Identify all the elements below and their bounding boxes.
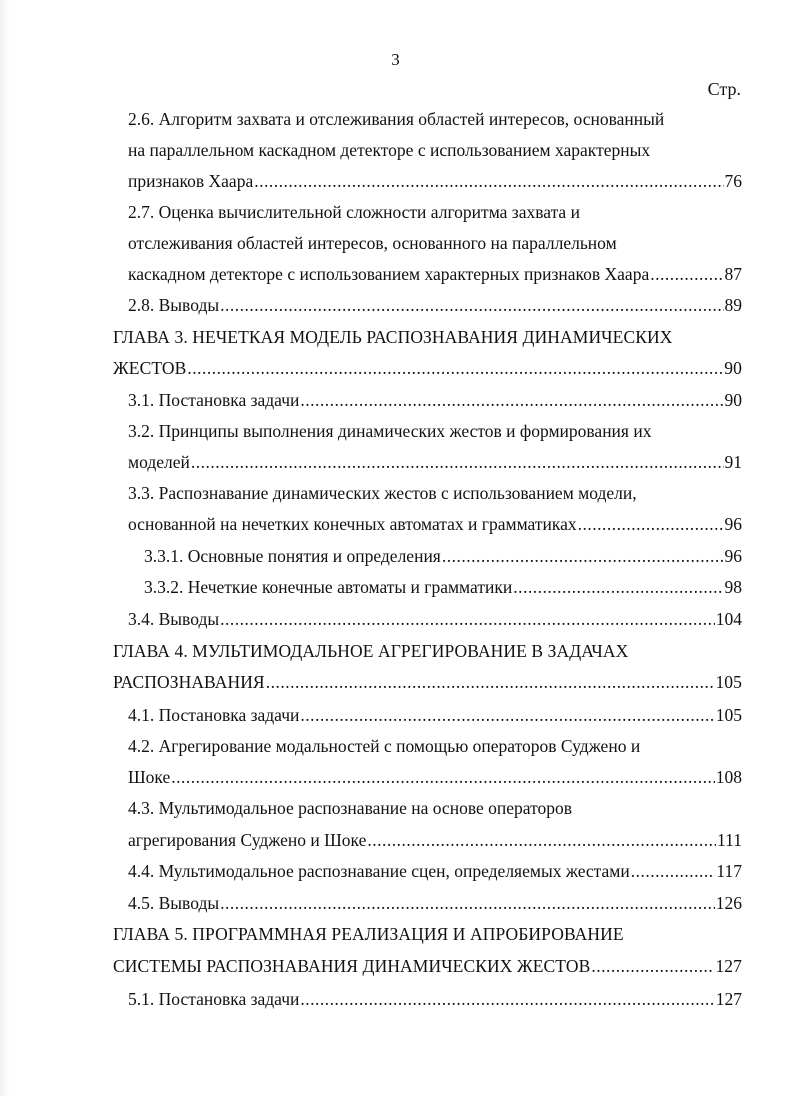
toc-page-number: 127 xyxy=(715,989,742,1009)
page-number: 3 xyxy=(391,50,400,69)
toc-line xyxy=(128,888,742,918)
scan-edge-shadow xyxy=(0,0,10,1096)
toc-entry-text: 4.2. Агрегирование модальностей с помощью операторов Суджено и xyxy=(128,736,641,756)
toc-page-number: 105 xyxy=(715,672,742,692)
toc-page-number: 127 xyxy=(715,956,742,976)
toc-entry-text: 2.7. Оценка вычислительной сложности алгоритма захвата и xyxy=(128,202,580,222)
toc-chapter-text: СИСТЕМЫ РАСПОЗНАВАНИЯ ДИНАМИЧЕСКИХ ЖЕСТОВ xyxy=(113,956,591,976)
toc-entry-text: Шоке xyxy=(128,767,171,787)
dot-leader xyxy=(442,541,724,571)
toc-entry-text: 3.2. Принципы выполнения динамических жестов и формирования их xyxy=(128,421,652,441)
toc-page-number: 105 xyxy=(715,705,742,725)
toc-line xyxy=(128,166,742,196)
toc-entry-text: отслеживания областей интересов, основанного на параллельном xyxy=(128,233,617,253)
toc-entry-text: 3.4. Выводы xyxy=(128,609,220,629)
toc-chapter-text: ЖЕСТОВ xyxy=(113,358,187,378)
toc-page-number: 91 xyxy=(724,452,742,472)
toc-page-number: 87 xyxy=(724,264,742,284)
toc-chapter-text: ГЛАВА 3. НЕЧЕТКАЯ МОДЕЛЬ РАСПОЗНАВАНИЯ ДИНАМИЧЕСКИХ xyxy=(113,327,673,347)
dot-leader xyxy=(300,984,714,1014)
toc-line xyxy=(128,700,742,730)
toc-entry-text: 3.3.2. Нечеткие конечные автоматы и грамматики xyxy=(144,577,513,597)
toc-chapter-text: РАСПОЗНАВАНИЯ xyxy=(113,672,265,692)
toc-entry-text: агрегирования Суджено и Шоке xyxy=(128,830,367,850)
toc-entry-text: 2.6. Алгоритм захвата и отслеживания областей интересов, основанный xyxy=(128,109,665,129)
toc-line xyxy=(128,731,640,761)
dot-leader xyxy=(220,888,715,918)
toc-line xyxy=(128,290,742,320)
dot-leader xyxy=(220,604,715,634)
toc-entry-text: 3.3.1. Основные понятия и определения xyxy=(144,546,441,566)
toc-line xyxy=(144,572,742,602)
dot-leader xyxy=(631,856,716,886)
dot-leader xyxy=(300,700,714,730)
toc-line xyxy=(128,984,742,1014)
toc-entry-text: 2.8. Выводы xyxy=(128,295,220,315)
toc-line xyxy=(128,135,650,165)
toc-line xyxy=(128,385,742,415)
toc-line xyxy=(128,447,742,477)
toc-page-number: 90 xyxy=(724,390,742,410)
dot-leader xyxy=(191,447,724,477)
dot-leader xyxy=(300,385,723,415)
toc-page-number: 76 xyxy=(724,171,742,191)
toc-line xyxy=(128,856,742,886)
toc-page-number: 104 xyxy=(715,609,742,629)
toc-line xyxy=(128,604,742,634)
toc-line xyxy=(144,541,742,571)
toc-page-number: 126 xyxy=(715,893,742,913)
toc-entry-text: 4.3. Мультимодальное распознавание на основе операторов xyxy=(128,798,572,818)
toc-page-number: 117 xyxy=(716,861,742,881)
toc-entry-text: 5.1. Постановка задачи xyxy=(128,989,300,1009)
toc-chapter-text: ГЛАВА 5. ПРОГРАММНАЯ РЕАЛИЗАЦИЯ И АПРОБИРОВАНИЕ xyxy=(113,924,624,944)
toc-line xyxy=(128,825,742,855)
toc-entry-text: признаков Хаара xyxy=(128,171,254,191)
toc-chapter-text: ГЛАВА 4. МУЛЬТИМОДАЛЬНОЕ АГРЕГИРОВАНИЕ В ЗАДАЧАХ xyxy=(113,641,629,661)
toc-entry-text: основанной на нечетких конечных автоматах и грамматиках xyxy=(128,514,577,534)
toc-chapter-line xyxy=(113,667,742,697)
toc-entry-text: 4.5. Выводы xyxy=(128,893,220,913)
dot-leader xyxy=(171,762,715,792)
toc-entry-text: 3.1. Постановка задачи xyxy=(128,390,300,410)
toc-page-number: 96 xyxy=(724,514,742,534)
toc-line xyxy=(128,104,664,134)
dot-leader xyxy=(367,825,716,855)
dot-leader xyxy=(513,572,723,602)
dot-leader xyxy=(266,667,715,697)
toc-line xyxy=(128,228,617,258)
toc-chapter-line xyxy=(113,636,628,666)
dot-leader xyxy=(591,951,714,981)
toc-chapter-line xyxy=(113,951,742,981)
dot-leader xyxy=(650,259,723,289)
toc-line xyxy=(128,762,742,792)
toc-line xyxy=(128,259,742,289)
toc-page-number: 108 xyxy=(715,767,742,787)
dot-leader xyxy=(187,353,723,383)
toc-line xyxy=(128,509,742,539)
dot-leader xyxy=(578,509,724,539)
toc-page-number: 111 xyxy=(717,830,742,850)
toc-page-number: 96 xyxy=(724,546,742,566)
toc-line xyxy=(128,478,637,508)
toc-chapter-line xyxy=(113,322,672,352)
toc-chapter-line xyxy=(113,919,624,949)
toc-chapter-line xyxy=(113,353,742,383)
toc-entry-text: 3.3. Распознавание динамических жестов с использованием модели, xyxy=(128,483,637,503)
toc-page-number: 90 xyxy=(724,358,742,378)
dot-leader xyxy=(254,166,723,196)
toc-entry-text: 4.4. Мультимодальное распознавание сцен, определяемых жестами xyxy=(128,861,630,881)
dot-leader xyxy=(220,290,723,320)
toc-entry-text: каскадном детекторе с использованием характерных признаков Хаара xyxy=(128,264,650,284)
toc-line xyxy=(128,793,572,823)
toc-entry-text: 4.1. Постановка задачи xyxy=(128,705,300,725)
toc-line xyxy=(128,416,651,446)
toc-entry-text: моделей xyxy=(128,452,190,472)
toc-line xyxy=(128,197,580,227)
toc-entry-text: на параллельном каскадном детекторе с использованием характерных xyxy=(128,140,651,160)
toc-page-number: 98 xyxy=(724,577,742,597)
page-column-label: Стр. xyxy=(707,79,741,99)
toc-page-number: 89 xyxy=(724,295,742,315)
